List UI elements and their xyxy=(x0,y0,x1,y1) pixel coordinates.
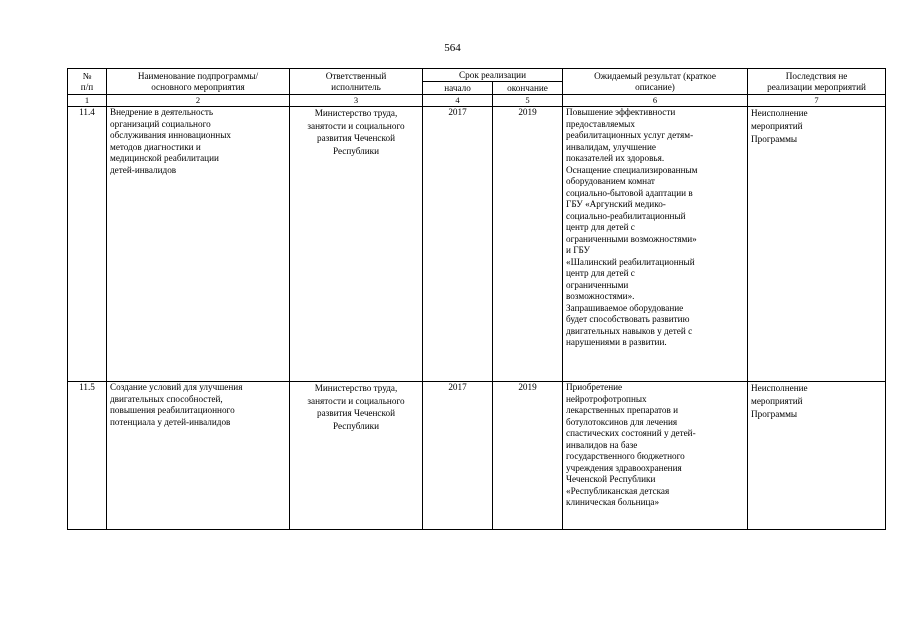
column-number: 1 xyxy=(68,95,107,107)
row-end-year: 2019 xyxy=(493,107,563,382)
column-number: 2 xyxy=(107,95,290,107)
header-period: Срок реализации xyxy=(423,69,563,82)
row-consequence: Неисполнение мероприятий Программы xyxy=(748,107,886,382)
header-period-start: начало xyxy=(423,82,493,95)
header-executor: Ответственный исполнитель xyxy=(290,69,423,95)
row-result: Повышение эффективности предоставляемых реабилитационных услуг детям- инвалидам, улучшение показателей их здоровья. Оснащение специализированным оборудованием комнат социально-бытовой адаптации в ГБУ «Аргунский медико- социально-реабилитационный центр для детей с ограниченными возможностями» и ГБУ «Шалинский реабилитационный центр для детей с ограниченными возможностями». Запрашиваемое оборудование будет способствовать развитию двигательных навыков у детей с нарушениями в развитии. xyxy=(563,107,748,382)
column-number: 4 xyxy=(423,95,493,107)
row-result: Приобретение нейротрофотропных лекарственных препаратов и ботулотоксинов для лечения спастических состояний у детей- инвалидов на базе государственного бюджетного учреждения здравоохранения Чеченской Республики «Республиканская детская клиническая больница» xyxy=(563,382,748,530)
header-period-end: окончание xyxy=(493,82,563,95)
column-number: 3 xyxy=(290,95,423,107)
header-row xyxy=(68,69,886,82)
row-start-year: 2017 xyxy=(423,107,493,382)
table-row xyxy=(68,382,886,530)
header-consequence: Последствия не реализации мероприятий xyxy=(748,69,886,95)
row-executor: Министерство труда, занятости и социального развития Чеченской Республики xyxy=(290,382,423,530)
header-result: Ожидаемый результат (краткое описание) xyxy=(563,69,748,95)
row-name: Создание условий для улучшения двигательных способностей, повышения реабилитационного потенциала у детей-инвалидов xyxy=(107,382,290,530)
column-number: 7 xyxy=(748,95,886,107)
column-numbers-row xyxy=(68,95,886,107)
row-consequence: Неисполнение мероприятий Программы xyxy=(748,382,886,530)
table-row xyxy=(68,107,886,382)
row-end-year: 2019 xyxy=(493,382,563,530)
page-number: 564 xyxy=(444,42,461,54)
column-number: 5 xyxy=(493,95,563,107)
column-number: 6 xyxy=(563,95,748,107)
header-number: № п/п xyxy=(68,69,107,95)
row-number: 11.4 xyxy=(68,107,107,382)
row-number: 11.5 xyxy=(68,382,107,530)
row-start-year: 2017 xyxy=(423,382,493,530)
header-name: Наименование подпрограммы/ основного мероприятия xyxy=(107,69,290,95)
row-name: Внедрение в деятельность организаций социального обслуживания инновационных методов диагностики и медицинской реабилитации детей-инвалидов xyxy=(107,107,290,382)
program-measures-table xyxy=(67,68,886,530)
row-executor: Министерство труда, занятости и социального развития Чеченской Республики xyxy=(290,107,423,382)
